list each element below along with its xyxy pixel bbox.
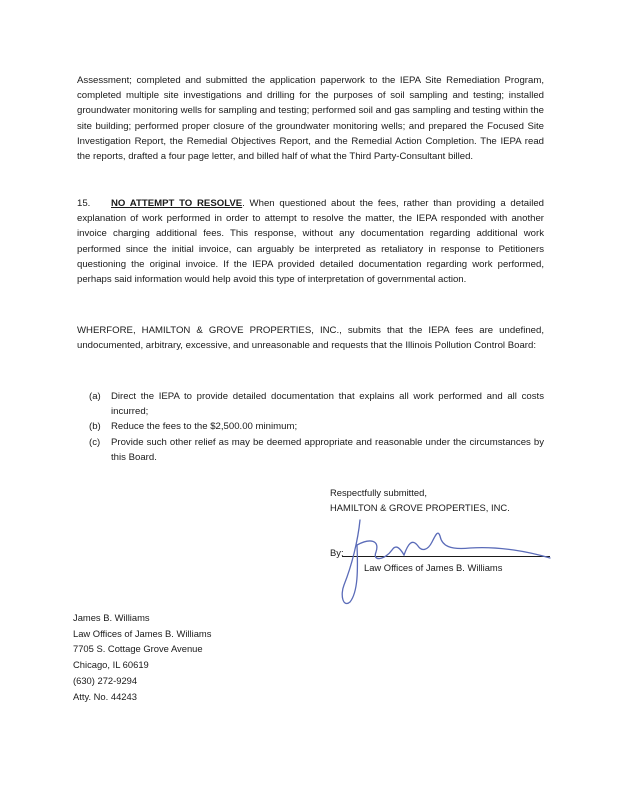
paragraph-continued: Assessment; completed and submitted the application paperwork to the IEPA Site Remediation Program, completed multiple site investigations and drilling for the purposes of soil sampling and testing; installed groundwater monitoring wells for sampling and testing; performed soil and gas sampling and testing within the site building; performed proper closure of the groundwater monitoring wells; and prepared the Focused Site Investigation Report, the Remedial Objectives Report, and the Remedial Action Completion. The IEPA read the reports, drafted a four page letter, and billed half of what the Third Party-Consultant billed. (77, 75, 544, 163)
by-label: By: (330, 547, 344, 558)
list-item-text: Provide such other relief as may be deemed appropriate and reasonable under the circumstances by this Board. (111, 436, 544, 463)
contact-firm: Law Offices of James B. Williams (73, 627, 212, 639)
contact-name: James B. Williams (73, 612, 150, 623)
contact-phone: (630) 272-9294 (73, 674, 138, 686)
company-name: HAMILTON & GROVE PROPERTIES, INC. (330, 502, 510, 513)
contact-address: 7705 S. Cottage Grove Avenue (73, 643, 203, 655)
signer-name: Law Offices of James B. Williams (364, 562, 503, 573)
requests-list (89, 389, 544, 465)
list-item-text: Reduce the fees to the $2,500.00 minimum; (111, 421, 298, 433)
list-marker: (a) (89, 391, 101, 402)
contact-city: Chicago, IL 60619 (73, 659, 149, 671)
list-item (89, 435, 544, 465)
wherefore-paragraph: WHERFORE, HAMILTON & GROVE PROPERTIES, INC., submits that the IEPA fees are undefined, undocumented, arbitrary, excessive, and unreasonable and requests that the Illinois Pollution Control Board: (77, 325, 544, 352)
list-item (89, 389, 544, 419)
paragraph-heading: NO ATTEMPT TO RESOLVE (111, 198, 243, 209)
paragraph-15 (77, 196, 544, 287)
closing-line: Respectfully submitted, (330, 487, 427, 498)
list-marker: (c) (89, 436, 101, 448)
paragraph-text: . When questioned about the fees, rather than providing a detailed explanation of work performed in order to attempt to resolve the matter, the IEPA responded with another invoice charging additional fees. This response, without any documentation regarding additional work performed since the initial invoice, can arguably be interpreted as retaliatory in response to Petitioners questioning the original invoice. If the IEPA provided detailed documentation regarding work performed, perhaps said information would help avoid this type of interpretation of governmental action. (77, 198, 544, 286)
list-item-text: Direct the IEPA to provide detailed documentation that explains all work performed and all costs incurred; (111, 391, 544, 418)
contact-atty-no: Atty. No. 44243 (73, 690, 137, 702)
list-marker: (b) (89, 421, 101, 433)
list-item (89, 419, 544, 434)
paragraph-number: 15. (77, 198, 91, 209)
handwritten-signature (300, 500, 560, 620)
contact-block (73, 610, 211, 704)
